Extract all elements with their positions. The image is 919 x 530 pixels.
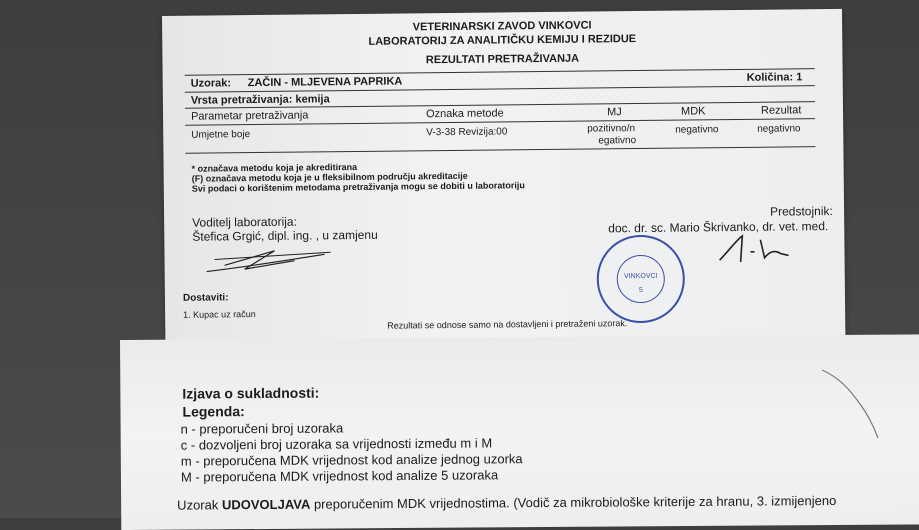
lab-head-label: Voditelj laboratorija: [192,214,297,230]
conformity-title: Izjava o sukladnosti: [182,384,320,402]
note: * označava metodu koja je akreditirana [191,161,358,174]
table-cell: pozitivno/n [587,123,636,135]
director-signature [714,231,804,266]
conformity-sheet [120,334,919,530]
lab-head-signature [204,240,334,275]
divider [185,68,815,76]
legend-title: Legenda: [182,403,245,420]
search-type: Vrsta pretraživanja: kemija [190,93,330,107]
statement-rest: preporučenim MDK vrijednostima. (Vodič za mikrobiološke kriterije za hranu, 3. izmijenjeno [310,493,837,512]
table-cell: V-3-38 Revizija:00 [426,126,508,139]
column-header: Parametar pretraživanja [190,109,309,123]
column-header: Oznaka metode [425,107,504,121]
divider [185,146,815,154]
institution-name: VETERINARSKI ZAVOD VINKOVCI [412,19,592,34]
table-cell: negativno [757,123,801,135]
official-stamp [596,235,685,324]
report-title: REZULTATI PRETRAŽIVANJA [425,52,580,67]
lab-head-name: Štefica Grgić, dipl. ing. , u zamjenu [192,227,378,244]
delivery-label: Dostaviti: [182,292,229,304]
column-header: MDK [680,105,706,118]
disclaimer: Rezultati se odnose samo na dostavljeni i pretraženi uzorak. [387,318,628,331]
table-cell: Umjetne boje [191,129,251,141]
stamp-city: VINKOVCI [623,272,658,281]
director-name: doc. dr. sc. Mario Škrivanko, dr. vet. med. [608,219,829,236]
lab-name: LABORATORIJ ZA ANALITIČKU KEMIJU I REZIDUE [368,33,637,48]
sample-label: Uzorak: [190,77,232,90]
delivery-item: 1. Kupac uz račun [183,309,256,320]
column-header: Rezultat [760,104,802,117]
legend-item: m - preporučena MDK vrijednost kod analize jednog uzorka [180,451,523,469]
legend-item: c - dozvoljeni broj uzoraka sa vrijednosti između m i M [180,435,493,453]
statement-prefix: Uzorak [177,497,223,513]
director-label: Predstojnik: [770,203,833,219]
legend-item: n - preporučeni broj uzoraka [180,420,344,437]
stamp-number: 5 [638,286,643,295]
statement-verdict: UDOVOLJAVA [221,496,311,513]
conformity-statement [177,493,836,513]
note: Svi podaci o korištenim metodama pretraživanja mogu se dobiti u laboratoriju [191,180,525,194]
sample-quantity: Količina: 1 [746,71,803,84]
report-sheet [162,9,845,344]
table-cell: egativno [598,135,637,147]
table-cell: negativno [675,124,719,136]
sample-name: ZAČIN - MLJEVENA PAPRIKA [247,75,403,90]
column-header: MJ [606,106,622,119]
note: (F) označava metodu koja je u fleksibilnom području akreditacije [191,170,468,184]
legend-item: M - preporučena MDK vrijednost kod analize 5 uzoraka [180,467,499,485]
paper-curl [820,360,880,440]
